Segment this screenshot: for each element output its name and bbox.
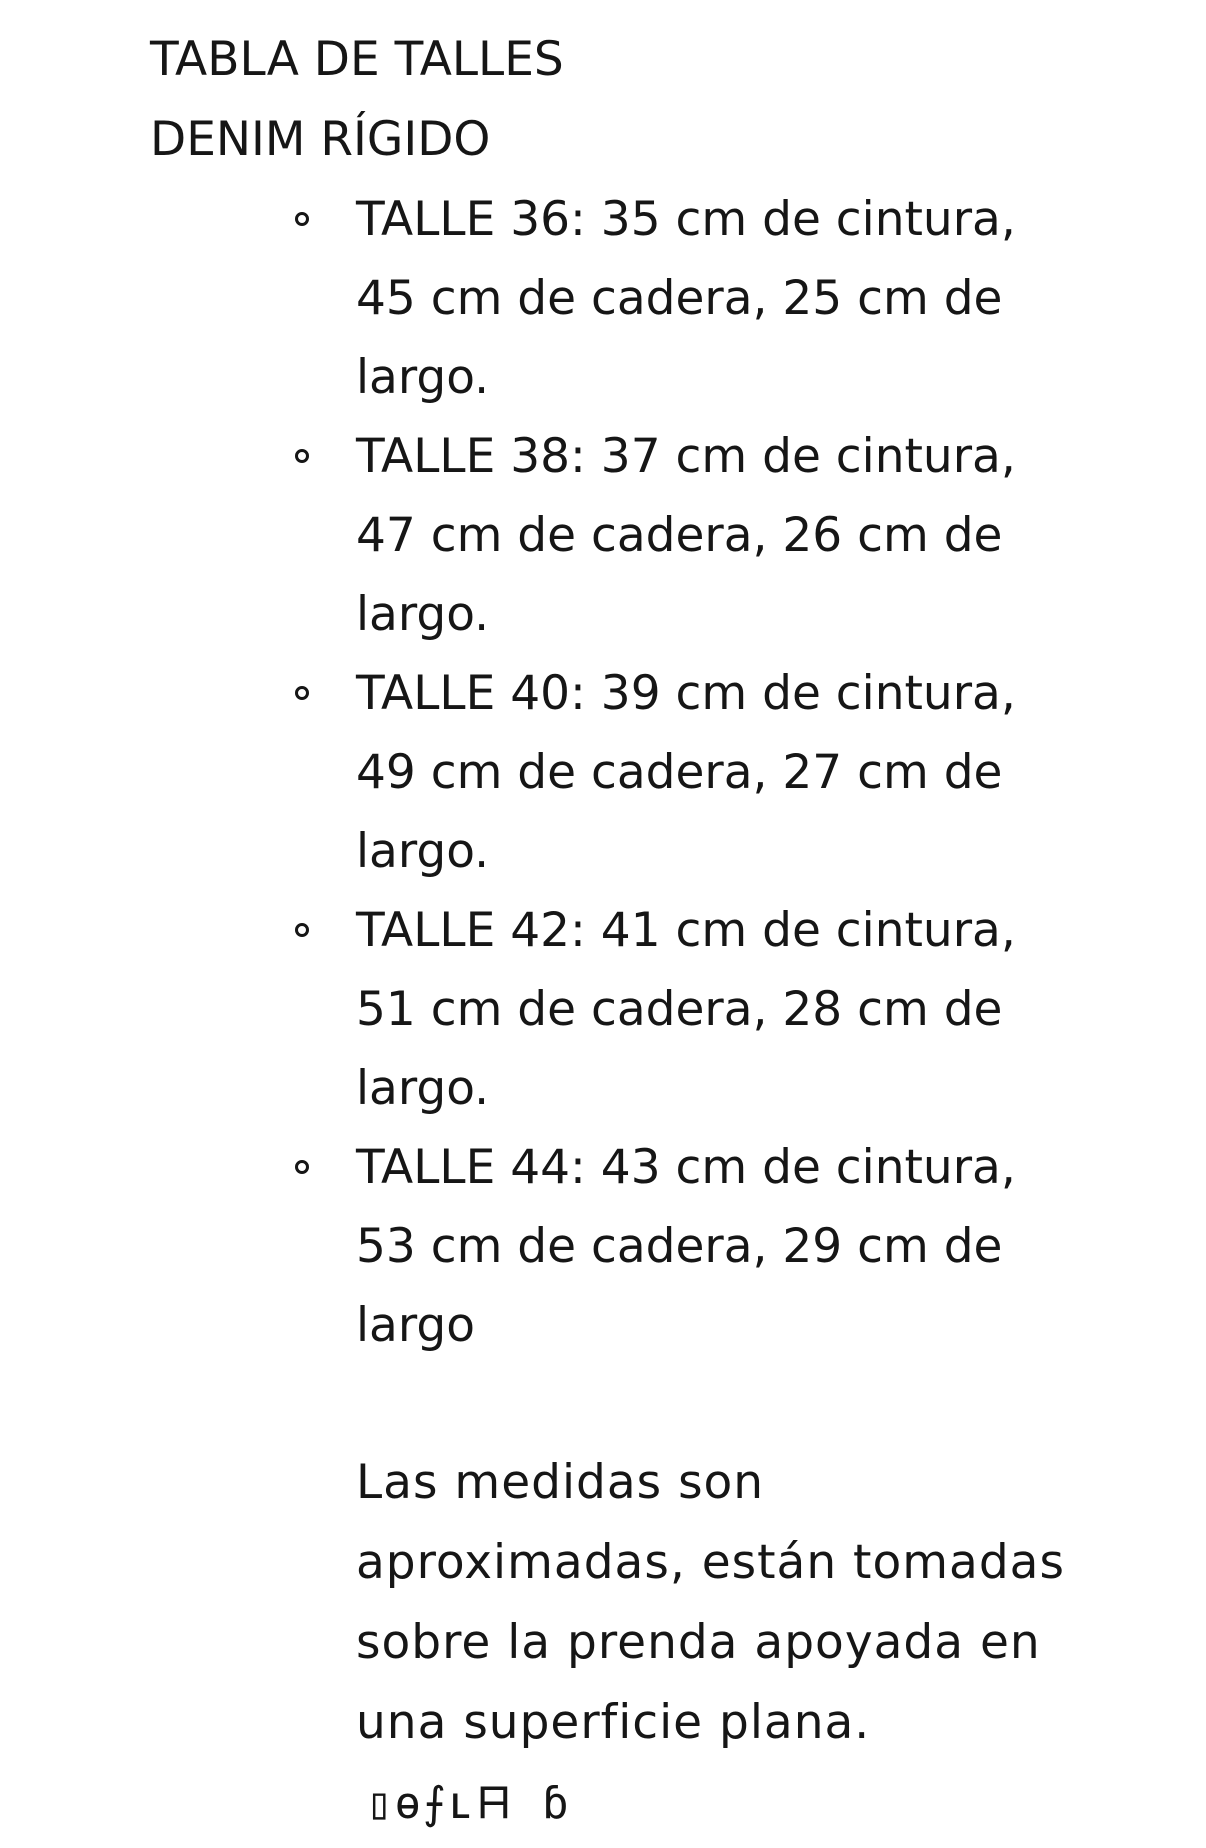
size-list [290,180,1070,1365]
measurement-note [356,1443,1076,1844]
circle-bullet-icon [295,449,309,463]
list-item [290,417,1070,654]
list-item [290,654,1070,891]
size-text: TALLE 44: 43 cm de cintura, 53 cm de cadera, 29 cm de largo [356,1140,1016,1353]
circle-bullet-icon [295,1160,309,1174]
size-text: TALLE 40: 39 cm de cintura, 49 cm de cadera, 27 cm de largo. [356,666,1016,879]
list-item [290,1128,1070,1365]
header [150,20,1050,180]
brand-mark: ▯ɵ⨍ʟ𝈤 ɓ [366,1778,571,1829]
page-subtitle: DENIM RÍGIDO [150,112,491,167]
list-item [290,891,1070,1128]
size-text: TALLE 42: 41 cm de cintura, 51 cm de cadera, 28 cm de largo. [356,903,1016,1116]
circle-bullet-icon [295,686,309,700]
circle-bullet-icon [295,923,309,937]
page-title: TABLA DE TALLES [150,32,564,87]
circle-bullet-icon [295,212,309,226]
list-item [290,180,1070,417]
note-text: Las medidas son aproximadas, están tomadas sobre la prenda apoyada en una superficie plana. [356,1455,1065,1750]
size-text: TALLE 36: 35 cm de cintura, 45 cm de cadera, 25 cm de largo. [356,192,1016,405]
size-text: TALLE 38: 37 cm de cintura, 47 cm de cadera, 26 cm de largo. [356,429,1016,642]
